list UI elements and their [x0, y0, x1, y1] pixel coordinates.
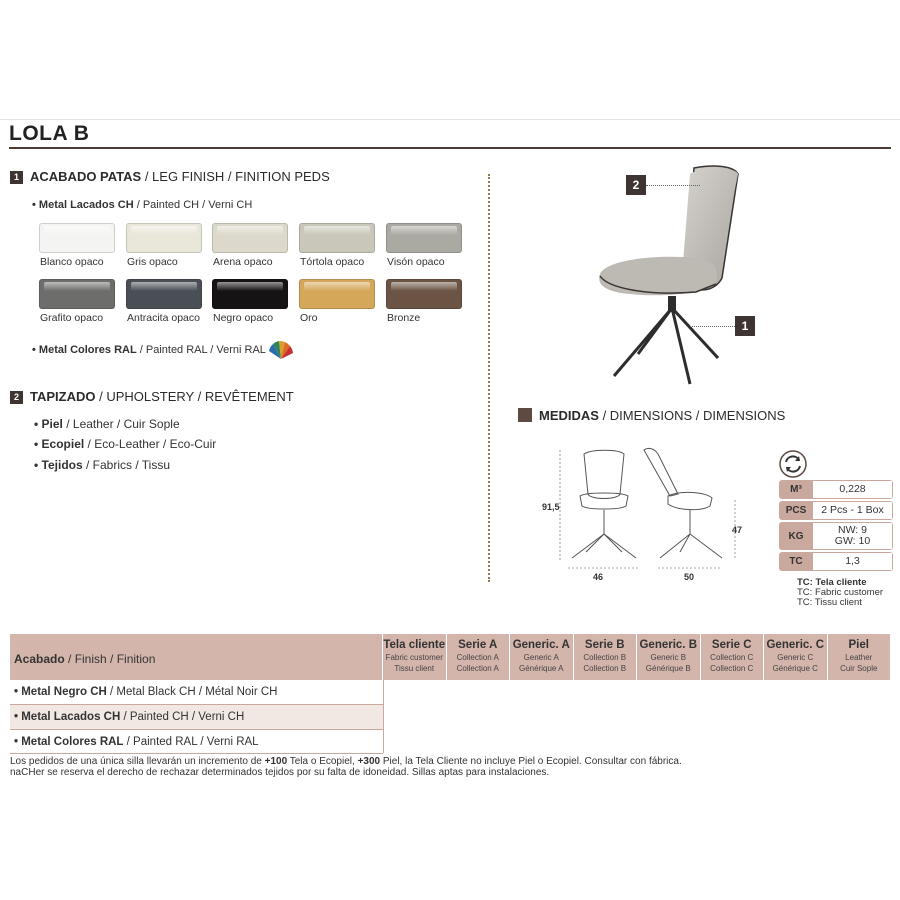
column-subtitle: Generic C	[777, 653, 814, 662]
photo-tag-upholstery: 2	[626, 175, 646, 195]
spec-key: KG	[779, 522, 813, 550]
color-swatch-label: Negro opaco	[213, 312, 274, 324]
table-bottom-rule	[10, 753, 383, 754]
section-number-badge: 1	[10, 171, 23, 184]
price-column-header	[700, 634, 764, 680]
table-row-rest: / Metal Black CH / Métal Noir CH	[106, 686, 278, 698]
price-column-header	[382, 634, 446, 680]
column-subtitle: Cuir Sople	[840, 664, 878, 673]
color-swatch	[386, 223, 462, 253]
price-column-header	[509, 634, 573, 680]
ral-rest: / Painted RAL / Verni RAL	[136, 344, 266, 356]
product-title: LOLA B	[9, 122, 90, 145]
tc-note-line: TC: Tela cliente	[797, 577, 867, 588]
footnote-line-1	[10, 756, 682, 767]
spec-row-tc	[779, 552, 893, 571]
tc-note-line: TC: Fabric customer	[797, 587, 884, 598]
dimensions-drawing	[540, 440, 755, 585]
painted-ch-bold: • Metal Lacados CH	[32, 199, 134, 211]
color-swatch-label: Arena opaco	[213, 256, 273, 268]
column-title: Piel	[848, 639, 869, 651]
spec-value	[813, 480, 893, 499]
upholstery-item-bold: • Piel	[34, 417, 63, 431]
table-row-bold: • Metal Negro CH	[14, 686, 107, 698]
column-separator	[488, 174, 490, 582]
color-swatch	[386, 279, 462, 309]
color-swatch-label: Gris opaco	[127, 256, 178, 268]
footnote-line-2: naCHer se reserva el derecho de rechazar determinados tejidos por su falta de idoneidad. Sillas aptas para instalaciones.	[10, 767, 550, 778]
color-swatch-label: Antracita opaco	[127, 312, 200, 324]
spec-value	[813, 522, 893, 550]
footnote-text: Piel, la Tela Cliente no incluye Piel o Ecopiel. Consultar con fábrica.	[380, 756, 682, 767]
color-swatch	[299, 279, 375, 309]
painted-ch-rest: / Painted CH / Verni CH	[133, 199, 253, 211]
photo-tag-leader	[690, 326, 735, 327]
leg-finish-heading	[10, 169, 330, 184]
upholstery-heading	[10, 389, 294, 404]
table-row	[10, 705, 383, 729]
spec-value	[813, 501, 893, 520]
dimension-height: 91,5	[542, 502, 560, 512]
column-subtitle: Collection C	[710, 664, 754, 673]
column-title: Serie C	[711, 639, 752, 651]
header-label-bold: Acabado	[14, 652, 65, 666]
column-subtitle: Collection C	[710, 653, 754, 662]
dimensions-heading-rest: / DIMENSIONS / DIMENSIONS	[598, 408, 786, 423]
color-swatch-label: Blanco opaco	[40, 256, 104, 268]
column-subtitle: Generic A	[523, 653, 559, 662]
table-row-bold: • Metal Lacados CH	[14, 711, 121, 723]
color-swatch	[299, 223, 375, 253]
price-column-header	[636, 634, 700, 680]
spec-key: PCS	[779, 501, 813, 520]
spec-value-text: GW: 10	[834, 535, 871, 547]
column-subtitle: Fabric customer	[385, 653, 443, 662]
color-swatch-label: Tórtola opaco	[300, 256, 365, 268]
top-divider	[0, 119, 900, 120]
column-subtitle: Collection A	[456, 664, 499, 673]
table-row-bold: • Metal Colores RAL	[14, 736, 124, 748]
price-column-header	[446, 634, 510, 680]
spec-row-weight	[779, 522, 893, 550]
ral-bold: • Metal Colores RAL	[32, 344, 137, 356]
column-title: Serie A	[458, 639, 498, 651]
upholstery-item-rest: / Eco-Leather / Eco-Cuir	[84, 437, 217, 451]
column-title: Serie B	[584, 639, 625, 651]
color-swatch	[126, 279, 202, 309]
upholstery-heading-bold: TAPIZADO	[30, 389, 96, 404]
upholstery-item	[34, 458, 170, 472]
color-swatch	[39, 223, 115, 253]
spec-value-text: 0,228	[839, 483, 866, 495]
price-table-header-label	[14, 652, 155, 666]
upholstery-item	[34, 417, 180, 431]
photo-tag-legs: 1	[735, 316, 755, 336]
footnote-text: Los pedidos de una única silla llevarán un incremento de	[10, 756, 265, 767]
column-subtitle: Leather	[845, 653, 873, 662]
dimensions-square-icon	[518, 408, 532, 422]
dimensions-heading-bold: MEDIDAS	[539, 408, 599, 423]
color-swatch-label: Bronze	[387, 312, 421, 324]
table-row-rest: / Painted RAL / Verni RAL	[123, 736, 259, 748]
column-subtitle: Collection A	[456, 653, 499, 662]
photo-tag-leader	[646, 185, 700, 186]
column-title: Generic. C	[766, 639, 825, 651]
dimension-width: 46	[593, 572, 604, 582]
footnote-bold: +300	[357, 756, 381, 767]
price-column-header	[763, 634, 827, 680]
table-row-rest: / Painted CH / Verni CH	[120, 711, 245, 723]
upholstery-item-rest: / Fabrics / Tissu	[82, 458, 171, 472]
painted-ch-label	[32, 199, 252, 211]
color-swatch	[212, 279, 288, 309]
color-swatch-label: Grafito opaco	[40, 312, 104, 324]
leg-finish-heading-bold: ACABADO PATAS	[30, 169, 142, 184]
spec-row-volume	[779, 480, 893, 499]
tc-note	[797, 578, 883, 608]
price-column-header	[573, 634, 637, 680]
color-swatch	[212, 223, 288, 253]
dimension-seat-height: 47	[732, 525, 743, 535]
table-vertical-rule	[383, 680, 384, 753]
spec-value-text: 1,3	[845, 555, 860, 567]
dimensions-heading	[518, 408, 785, 423]
section-number-badge: 2	[10, 391, 23, 404]
column-subtitle: Tissu client	[394, 664, 435, 673]
column-title: Tela cliente	[383, 639, 446, 651]
table-row	[10, 730, 383, 754]
footnote-text: Tela o Ecopiel,	[287, 756, 358, 767]
swivel-rotation-icon	[779, 450, 807, 478]
tc-note-line: TC: Tissu client	[797, 597, 862, 608]
upholstery-item	[34, 437, 216, 451]
column-subtitle: Générique C	[772, 664, 818, 673]
column-subtitle: Collection B	[583, 653, 627, 662]
upholstery-item-bold: • Ecopiel	[34, 437, 85, 451]
column-title: Generic. A	[512, 639, 570, 651]
spec-key: M³	[779, 480, 813, 499]
upholstery-item-bold: • Tejidos	[34, 458, 83, 472]
spec-value-text: NW: 9	[838, 524, 867, 536]
spec-value	[813, 552, 893, 571]
footnote-bold: +100	[264, 756, 288, 767]
column-subtitle: Générique B	[645, 664, 691, 673]
spec-value-text: 2 Pcs - 1 Box	[821, 504, 884, 516]
leg-finish-heading-rest: / LEG FINISH / FINITION PEDS	[141, 169, 330, 184]
dimension-depth: 50	[684, 572, 695, 582]
upholstery-heading-rest: / UPHOLSTERY / REVÊTEMENT	[95, 389, 294, 404]
ral-color-fan-icon	[268, 340, 294, 360]
title-underline	[9, 147, 891, 149]
column-subtitle: Collection B	[583, 664, 627, 673]
price-column-header	[827, 634, 891, 680]
upholstery-item-rest: / Leather / Cuir Sople	[62, 417, 180, 431]
chair-photo	[586, 158, 786, 388]
column-title: Generic. B	[639, 639, 698, 651]
color-swatch	[126, 223, 202, 253]
header-label-rest: / Finish / Finition	[64, 652, 156, 666]
color-swatch	[39, 279, 115, 309]
color-swatch-label: Oro	[300, 312, 318, 324]
spec-row-pieces	[779, 501, 893, 520]
spec-key: TC	[779, 552, 813, 571]
color-swatch-label: Visón opaco	[387, 256, 445, 268]
ral-label	[32, 344, 266, 356]
column-subtitle: Générique A	[519, 664, 564, 673]
table-row	[10, 680, 383, 704]
column-subtitle: Generic B	[650, 653, 687, 662]
